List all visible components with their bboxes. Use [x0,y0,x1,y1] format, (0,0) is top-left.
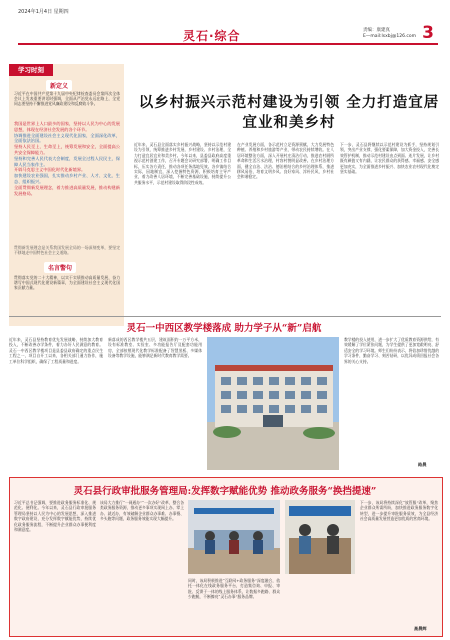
masthead [18,0,438,60]
sidebar-intro: 习近平在中国共产党第十九届中央纪律检查委员会第四次全体会议上发表重要讲话时强调，全面从严治党永远在路上，全党同志要坚持不懈推进党风廉政建设和反腐败斗争。 [14,91,120,107]
school-building-image [207,337,339,470]
page-number: 3 [422,23,434,43]
article3-column: 下一步，该局将持续深化“放管服”改革，聚焦企业群众所需所盼，加快推进政务服务数字化转型，进一步提升审批服务质效，为全县经济社会高质量发展营造更加优质的营商环境。 [360,500,438,522]
header-rule [18,43,438,45]
article2-byline: 路晨 [418,462,427,467]
sidebar-list [14,121,120,196]
sidebar-item: 加快建设农业强国，扎实推动乡村产业、人才、文化、生态、组织振兴。 [14,173,120,184]
article2-column: 教学楼的投入使用，进一步扩大了优质教育资源供给，有效缓解了学位紧张问题，为学生提供了更加宽敞明亮、舒适安全的学习环境。师生们纷纷表示，将倍加珍惜优越的学习条件，勤奋学习、刻苦钻研，以优异成绩回报社会各界的关心支持。 [344,337,439,364]
article1-column: 近年来，灵石县全面落实乡村振兴战略，坚持以示范村建设为引领，统筹推进乡村发展、乡村建设、乡村治理，全力打造宜居宜业和美乡村。今年以来，县委县政府高度重视示范村创建工作，召开专题会议研究部署，明确工作目标，压实各方责任，推动各项任务落地见效。各乡镇结合实际，因地制宜，深入挖掘特色资源，积极培育主导产业，着力改善人居环境，不断完善基础设施，持续提升公共服务水平，示范村建设取得阶段性成效。 [134,142,231,185]
sidebar-item: 协调推进全面建设社会主义现代化国家，全面深化改革，全面依法治国。 [14,132,120,144]
article3-title: 灵石县行政审批服务管理局:发挥数字赋能优势 推动政务服务“换挡提速” [73,486,377,497]
article3-column: 该局大力推行“一网通办”“一次办好”改革，整合各类政务服务资源，推动更多事项实现网上办、掌上办、就近办，有效破解企业群众办事难、办事慢、多头跑等问题，政务服务效能实现大幅提升。 [100,500,184,522]
section-title: 灵石·综合 [183,29,241,43]
sidebar-heading: 学习时刻 [9,64,53,76]
editor-email: E—mail:lsxbj@126.com [363,34,416,39]
article3-column: 习近平总书记强调，要推进政务服务标准化、规范化、便利化。今年以来，灵石县行政审批服务管理局坚持以人民为中心的发展思想，深入推进数字政府建设，充分发挥数字赋能优势，持续优化政务服务流程，不断提升企业群众办事便利度和满意度。 [14,500,96,533]
sidebar-quote: 贯彻新发展理念是关系我国发展全局的一场深刻变革，要坚定不移地走中国特色社会主义道路。 [14,245,120,256]
service-hall-image [188,500,280,574]
article2-column: 近年来，灵石县坚持教育优先发展战略，持续加大教育投入，不断改善办学条件，着力办好人民满意的教育。灵石一中西区教学楼项目是县委县政府确定的重点民生工程之一，项目自开工以来，各相关部门通力协作，施工单位科学组织，确保了工程质量和进度。 [9,337,103,364]
article3-column: 同时，该局积极推进“互联网+政务服务”深度融合，依托一体化在线政务服务平台，打造集咨询、申报、审批、反馈于一体的线上服务体系，让数据多跑路、群众少跑腿，不断擦亮“灵石办事”服务品牌。 [188,578,280,600]
editor-info [363,28,416,40]
sidebar-stamp-definition: 新定义 [46,80,72,91]
sidebar-item: 坚持和完善人民代表大会制度，发展全过程人民民主，保障人民当家作主。 [14,155,120,167]
divider [9,316,441,317]
sidebar-item: 我国是世界上人口最多的国家，坚持以人民为中心的发展思想，体现在经济社会发展的各个环节。 [14,121,120,132]
article1-title: 以乡村振兴示范村建设为引领 全力打造宜居宜业和美乡村 [138,94,440,131]
article1-column: 下一步，灵石县将继续以示范村建设为抓手，坚持规划引领，突出产业支撑，强化要素保障，加大资金投入，完善长效管护机制，推动示范村建设由点到面、连片发展，让乡村既有颜值又有内涵，让农民群众的获得感、幸福感、安全感更加充实，为全面推进乡村振兴、加快农业农村现代化奠定坚实基础。 [340,142,439,175]
school-building-photo [207,337,339,470]
issue-date: 2024年1月4日 星期四 [18,9,69,15]
article2-title: 灵石一中西区教学楼落成 助力学子从“新”启航 [126,323,322,334]
sidebar-closing: 贯彻落实党的二十大精神，以实干实绩推动高质量发展，奋力谱写中国式现代化建设新篇章，为全面建设社会主义现代化国家贡献力量。 [14,275,120,291]
sidebar-item: 开辟马克思主义中国化时代化新境界。 [14,167,86,173]
sidebar-stamp-quotes: 名言警句 [44,262,76,273]
editor-name: 责编：康建真 [363,28,390,33]
article1-column: 在产业发展方面，各示范村立足资源禀赋，大力发展特色种植、养殖和乡村旅游等产业，带动农民持续增收。在人居环境整治方面，深入开展村庄清洁行动，推进农村厕所革命和生活污水治理，村容村貌明显改善。在乡村治理方面，健全自治、法治、德治相结合的乡村治理体系，推进移风易俗，培育文明乡风、良好家风、淳朴民风，乡村社会和谐稳定。 [237,142,334,180]
sidebar-item: 全面贯彻新发展理念，着力推进高质量发展，推动构建新发展格局。 [14,184,120,196]
article3-byline: 高晨辉 [414,626,427,631]
service-hall-photo [188,500,280,574]
article2-column: 新落成的西区教学楼共五层，建筑面积约一万平方米，设有标准教室、实验室、多功能报告厅及配套功能用房，全部按照现代化教学标准配备了智慧黑板、多媒体设备等教学设施，能够满足新时代教育教学需要。 [108,337,202,359]
service-window-image [285,500,355,574]
sidebar-item: 坚持人民至上、生命至上，统筹发展和安全，全面提高公共安全保障能力。 [14,144,120,155]
service-window-photo [285,500,355,574]
